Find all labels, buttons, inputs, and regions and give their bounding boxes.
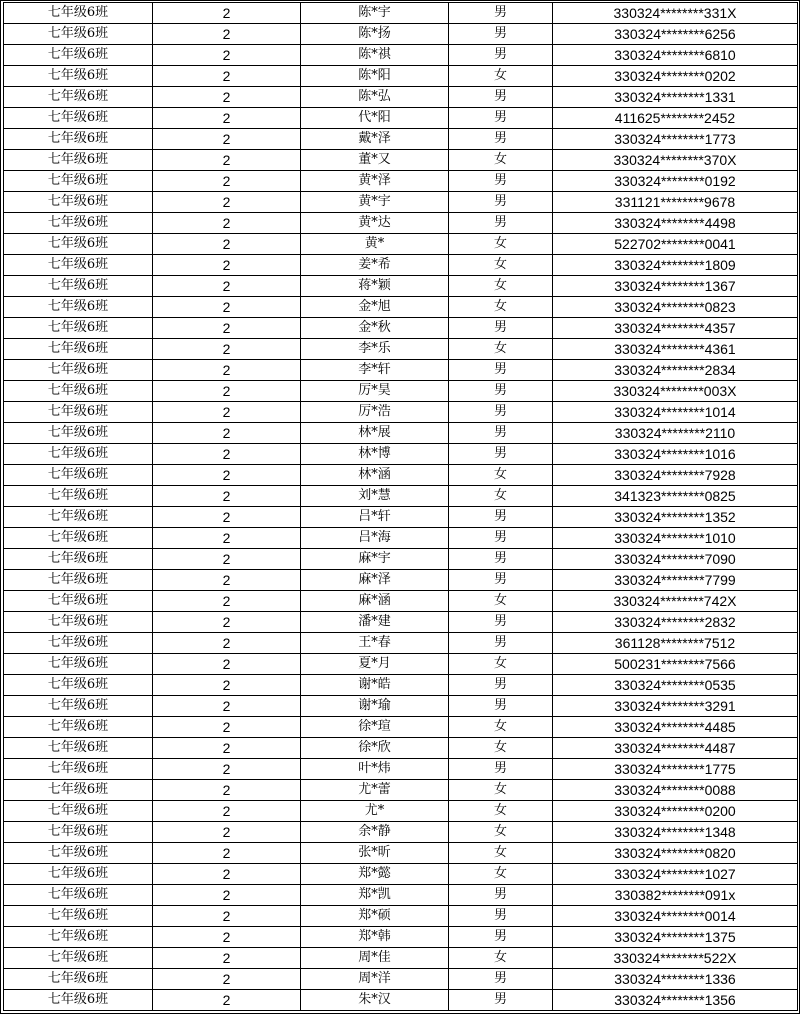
id-number-cell: 330324********0535	[553, 675, 798, 696]
id-number-cell: 330324********0014	[553, 906, 798, 927]
table-row	[4, 255, 798, 276]
class-cell: 七年级6班	[4, 318, 153, 339]
class-cell: 七年级6班	[4, 213, 153, 234]
grade-cell: 2	[153, 45, 301, 66]
table-row	[4, 150, 798, 171]
class-cell: 七年级6班	[4, 45, 153, 66]
table-row	[4, 360, 798, 381]
class-cell: 七年级6班	[4, 927, 153, 948]
class-cell: 七年级6班	[4, 570, 153, 591]
student-name-cell: 陈*祺	[301, 45, 449, 66]
grade-cell: 2	[153, 843, 301, 864]
grade-cell: 2	[153, 402, 301, 423]
grade-cell: 2	[153, 528, 301, 549]
id-number-cell: 330324********0192	[553, 171, 798, 192]
class-cell: 七年级6班	[4, 591, 153, 612]
id-number-cell: 330324********1773	[553, 129, 798, 150]
student-name-cell: 吕*轩	[301, 507, 449, 528]
grade-cell: 2	[153, 423, 301, 444]
table-row	[4, 234, 798, 255]
gender-cell: 女	[449, 738, 553, 759]
table-row	[4, 297, 798, 318]
class-cell: 七年级6班	[4, 66, 153, 87]
student-name-cell: 金*旭	[301, 297, 449, 318]
table-row	[4, 717, 798, 738]
grade-cell: 2	[153, 486, 301, 507]
id-number-cell: 330324********4361	[553, 339, 798, 360]
class-cell: 七年级6班	[4, 87, 153, 108]
id-number-cell: 330324********1809	[553, 255, 798, 276]
class-cell: 七年级6班	[4, 108, 153, 129]
grade-cell: 2	[153, 738, 301, 759]
id-number-cell: 330324********1375	[553, 927, 798, 948]
gender-cell: 男	[449, 759, 553, 780]
id-number-cell: 522702********0041	[553, 234, 798, 255]
table-row	[4, 927, 798, 948]
grade-cell: 2	[153, 885, 301, 906]
grade-cell: 2	[153, 549, 301, 570]
table-row	[4, 66, 798, 87]
table-row	[4, 192, 798, 213]
id-number-cell: 330324********522X	[553, 948, 798, 969]
grade-cell: 2	[153, 990, 301, 1011]
student-name-cell: 郑*懿	[301, 864, 449, 885]
table-row	[4, 633, 798, 654]
class-cell: 七年级6班	[4, 654, 153, 675]
gender-cell: 女	[449, 822, 553, 843]
class-cell: 七年级6班	[4, 948, 153, 969]
table-row	[4, 738, 798, 759]
student-name-cell: 黄*	[301, 234, 449, 255]
grade-cell: 2	[153, 276, 301, 297]
grade-cell: 2	[153, 591, 301, 612]
id-number-cell: 341323********0825	[553, 486, 798, 507]
student-name-cell: 朱*汉	[301, 990, 449, 1011]
grade-cell: 2	[153, 969, 301, 990]
class-cell: 七年级6班	[4, 885, 153, 906]
class-cell: 七年级6班	[4, 969, 153, 990]
gender-cell: 男	[449, 906, 553, 927]
class-cell: 七年级6班	[4, 3, 153, 24]
grade-cell: 2	[153, 654, 301, 675]
gender-cell: 女	[449, 465, 553, 486]
table-row	[4, 444, 798, 465]
gender-cell: 女	[449, 255, 553, 276]
gender-cell: 女	[449, 339, 553, 360]
student-name-cell: 余*静	[301, 822, 449, 843]
gender-cell: 男	[449, 885, 553, 906]
id-number-cell: 361128********7512	[553, 633, 798, 654]
id-number-cell: 330382********091x	[553, 885, 798, 906]
id-number-cell: 330324********1348	[553, 822, 798, 843]
grade-cell: 2	[153, 801, 301, 822]
student-name-cell: 林*展	[301, 423, 449, 444]
id-number-cell: 330324********1367	[553, 276, 798, 297]
class-cell: 七年级6班	[4, 549, 153, 570]
student-name-cell: 林*涵	[301, 465, 449, 486]
class-cell: 七年级6班	[4, 360, 153, 381]
student-name-cell: 黄*泽	[301, 171, 449, 192]
grade-cell: 2	[153, 87, 301, 108]
id-number-cell: 330324********4498	[553, 213, 798, 234]
grade-cell: 2	[153, 129, 301, 150]
grade-cell: 2	[153, 633, 301, 654]
gender-cell: 男	[449, 381, 553, 402]
table-row	[4, 171, 798, 192]
student-name-cell: 陈*扬	[301, 24, 449, 45]
gender-cell: 男	[449, 507, 553, 528]
table-row	[4, 591, 798, 612]
student-name-cell: 李*乐	[301, 339, 449, 360]
gender-cell: 男	[449, 633, 553, 654]
id-number-cell: 330324********7799	[553, 570, 798, 591]
class-cell: 七年级6班	[4, 528, 153, 549]
gender-cell: 女	[449, 717, 553, 738]
grade-cell: 2	[153, 696, 301, 717]
class-cell: 七年级6班	[4, 423, 153, 444]
student-name-cell: 黄*达	[301, 213, 449, 234]
id-number-cell: 330324********1027	[553, 864, 798, 885]
grade-cell: 2	[153, 381, 301, 402]
grade-cell: 2	[153, 822, 301, 843]
table-row	[4, 108, 798, 129]
student-name-cell: 郑*韩	[301, 927, 449, 948]
student-name-cell: 陈*宇	[301, 3, 449, 24]
class-cell: 七年级6班	[4, 990, 153, 1011]
id-number-cell: 330324********0820	[553, 843, 798, 864]
grade-cell: 2	[153, 318, 301, 339]
gender-cell: 男	[449, 528, 553, 549]
grade-cell: 2	[153, 297, 301, 318]
table-row	[4, 759, 798, 780]
id-number-cell: 330324********1014	[553, 402, 798, 423]
gender-cell: 男	[449, 402, 553, 423]
table-row	[4, 549, 798, 570]
grade-cell: 2	[153, 360, 301, 381]
id-number-cell: 330324********3291	[553, 696, 798, 717]
table-row	[4, 129, 798, 150]
grade-cell: 2	[153, 612, 301, 633]
gender-cell: 女	[449, 780, 553, 801]
student-name-cell: 尤*	[301, 801, 449, 822]
student-name-cell: 姜*希	[301, 255, 449, 276]
class-cell: 七年级6班	[4, 906, 153, 927]
id-number-cell: 330324********1356	[553, 990, 798, 1011]
gender-cell: 男	[449, 45, 553, 66]
gender-cell: 男	[449, 213, 553, 234]
id-number-cell: 330324********742X	[553, 591, 798, 612]
gender-cell: 女	[449, 234, 553, 255]
id-number-cell: 330324********370X	[553, 150, 798, 171]
table-row	[4, 864, 798, 885]
gender-cell: 男	[449, 990, 553, 1011]
class-cell: 七年级6班	[4, 717, 153, 738]
grade-cell: 2	[153, 948, 301, 969]
student-name-cell: 尤*蕾	[301, 780, 449, 801]
gender-cell: 男	[449, 696, 553, 717]
table-row	[4, 843, 798, 864]
gender-cell: 男	[449, 675, 553, 696]
id-number-cell: 330324********7928	[553, 465, 798, 486]
id-number-cell: 330324********1010	[553, 528, 798, 549]
class-cell: 七年级6班	[4, 129, 153, 150]
grade-cell: 2	[153, 906, 301, 927]
id-number-cell: 330324********2834	[553, 360, 798, 381]
student-name-cell: 吕*海	[301, 528, 449, 549]
student-name-cell: 谢*皓	[301, 675, 449, 696]
student-name-cell: 蒋*颖	[301, 276, 449, 297]
student-name-cell: 麻*泽	[301, 570, 449, 591]
grade-cell: 2	[153, 213, 301, 234]
student-name-cell: 厉*昊	[301, 381, 449, 402]
class-cell: 七年级6班	[4, 192, 153, 213]
gender-cell: 女	[449, 654, 553, 675]
table-row	[4, 528, 798, 549]
class-cell: 七年级6班	[4, 633, 153, 654]
gender-cell: 女	[449, 297, 553, 318]
class-cell: 七年级6班	[4, 780, 153, 801]
student-name-cell: 谢*瑜	[301, 696, 449, 717]
student-name-cell: 徐*欣	[301, 738, 449, 759]
gender-cell: 男	[449, 24, 553, 45]
class-cell: 七年级6班	[4, 738, 153, 759]
id-number-cell: 330324********4487	[553, 738, 798, 759]
class-cell: 七年级6班	[4, 465, 153, 486]
student-name-cell: 徐*瑄	[301, 717, 449, 738]
student-name-cell: 金*秋	[301, 318, 449, 339]
table-row	[4, 318, 798, 339]
id-number-cell: 330324********6810	[553, 45, 798, 66]
grade-cell: 2	[153, 339, 301, 360]
class-cell: 七年级6班	[4, 759, 153, 780]
student-name-cell: 陈*阳	[301, 66, 449, 87]
id-number-cell: 330324********0088	[553, 780, 798, 801]
student-name-cell: 王*春	[301, 633, 449, 654]
id-number-cell: 330324********003X	[553, 381, 798, 402]
table-row	[4, 570, 798, 591]
class-cell: 七年级6班	[4, 150, 153, 171]
table-row	[4, 486, 798, 507]
table-row	[4, 612, 798, 633]
gender-cell: 男	[449, 549, 553, 570]
gender-cell: 女	[449, 591, 553, 612]
roster-body	[4, 3, 798, 1011]
table-row	[4, 423, 798, 444]
table-row	[4, 780, 798, 801]
student-name-cell: 刘*慧	[301, 486, 449, 507]
grade-cell: 2	[153, 780, 301, 801]
class-cell: 七年级6班	[4, 339, 153, 360]
gender-cell: 女	[449, 801, 553, 822]
table-row	[4, 465, 798, 486]
table-row	[4, 402, 798, 423]
class-cell: 七年级6班	[4, 864, 153, 885]
gender-cell: 女	[449, 66, 553, 87]
gender-cell: 女	[449, 843, 553, 864]
gender-cell: 女	[449, 276, 553, 297]
gender-cell: 男	[449, 612, 553, 633]
grade-cell: 2	[153, 570, 301, 591]
class-cell: 七年级6班	[4, 234, 153, 255]
grade-cell: 2	[153, 24, 301, 45]
student-name-cell: 周*洋	[301, 969, 449, 990]
student-name-cell: 麻*宇	[301, 549, 449, 570]
student-name-cell: 董*又	[301, 150, 449, 171]
id-number-cell: 330324********2832	[553, 612, 798, 633]
gender-cell: 男	[449, 969, 553, 990]
class-cell: 七年级6班	[4, 822, 153, 843]
gender-cell: 女	[449, 864, 553, 885]
grade-cell: 2	[153, 3, 301, 24]
class-cell: 七年级6班	[4, 675, 153, 696]
id-number-cell: 330324********0823	[553, 297, 798, 318]
class-cell: 七年级6班	[4, 297, 153, 318]
table-row	[4, 276, 798, 297]
gender-cell: 男	[449, 444, 553, 465]
student-name-cell: 李*轩	[301, 360, 449, 381]
class-cell: 七年级6班	[4, 486, 153, 507]
gender-cell: 男	[449, 192, 553, 213]
id-number-cell: 411625********2452	[553, 108, 798, 129]
class-cell: 七年级6班	[4, 276, 153, 297]
table-row	[4, 339, 798, 360]
class-cell: 七年级6班	[4, 24, 153, 45]
grade-cell: 2	[153, 864, 301, 885]
class-cell: 七年级6班	[4, 612, 153, 633]
table-row	[4, 822, 798, 843]
table-row	[4, 3, 798, 24]
student-name-cell: 夏*月	[301, 654, 449, 675]
grade-cell: 2	[153, 171, 301, 192]
grade-cell: 2	[153, 675, 301, 696]
table-row	[4, 87, 798, 108]
table-row	[4, 885, 798, 906]
gender-cell: 男	[449, 423, 553, 444]
class-cell: 七年级6班	[4, 171, 153, 192]
class-cell: 七年级6班	[4, 843, 153, 864]
gender-cell: 男	[449, 570, 553, 591]
gender-cell: 男	[449, 3, 553, 24]
class-cell: 七年级6班	[4, 381, 153, 402]
gender-cell: 男	[449, 108, 553, 129]
student-name-cell: 代*阳	[301, 108, 449, 129]
student-name-cell: 潘*建	[301, 612, 449, 633]
gender-cell: 女	[449, 486, 553, 507]
gender-cell: 男	[449, 129, 553, 150]
id-number-cell: 330324********1016	[553, 444, 798, 465]
grade-cell: 2	[153, 150, 301, 171]
grade-cell: 2	[153, 444, 301, 465]
grade-cell: 2	[153, 108, 301, 129]
table-row	[4, 990, 798, 1011]
table-row	[4, 381, 798, 402]
class-cell: 七年级6班	[4, 444, 153, 465]
grade-cell: 2	[153, 465, 301, 486]
student-name-cell: 叶*炜	[301, 759, 449, 780]
student-name-cell: 郑*硕	[301, 906, 449, 927]
student-name-cell: 周*佳	[301, 948, 449, 969]
grade-cell: 2	[153, 717, 301, 738]
student-name-cell: 林*博	[301, 444, 449, 465]
id-number-cell: 330324********0200	[553, 801, 798, 822]
student-name-cell: 郑*凯	[301, 885, 449, 906]
class-cell: 七年级6班	[4, 402, 153, 423]
id-number-cell: 330324********1336	[553, 969, 798, 990]
gender-cell: 女	[449, 948, 553, 969]
id-number-cell: 330324********6256	[553, 24, 798, 45]
grade-cell: 2	[153, 759, 301, 780]
id-number-cell: 330324********1775	[553, 759, 798, 780]
id-number-cell: 500231********7566	[553, 654, 798, 675]
table-row	[4, 801, 798, 822]
id-number-cell: 330324********7090	[553, 549, 798, 570]
gender-cell: 女	[449, 150, 553, 171]
id-number-cell: 330324********1331	[553, 87, 798, 108]
student-name-cell: 厉*浩	[301, 402, 449, 423]
class-cell: 七年级6班	[4, 507, 153, 528]
gender-cell: 男	[449, 318, 553, 339]
student-name-cell: 黄*宇	[301, 192, 449, 213]
table-row	[4, 696, 798, 717]
student-name-cell: 戴*泽	[301, 129, 449, 150]
grade-cell: 2	[153, 507, 301, 528]
table-row	[4, 675, 798, 696]
class-cell: 七年级6班	[4, 801, 153, 822]
table-row	[4, 654, 798, 675]
grade-cell: 2	[153, 255, 301, 276]
grade-cell: 2	[153, 192, 301, 213]
id-number-cell: 330324********4485	[553, 717, 798, 738]
grade-cell: 2	[153, 66, 301, 87]
gender-cell: 男	[449, 360, 553, 381]
student-name-cell: 张*昕	[301, 843, 449, 864]
gender-cell: 男	[449, 171, 553, 192]
student-name-cell: 麻*涵	[301, 591, 449, 612]
table-row	[4, 213, 798, 234]
table-row	[4, 906, 798, 927]
gender-cell: 男	[449, 87, 553, 108]
student-roster-table	[3, 2, 798, 1011]
student-name-cell: 陈*弘	[301, 87, 449, 108]
grade-cell: 2	[153, 927, 301, 948]
gender-cell: 男	[449, 927, 553, 948]
table-row	[4, 507, 798, 528]
table-row	[4, 969, 798, 990]
id-number-cell: 330324********1352	[553, 507, 798, 528]
table-row	[4, 948, 798, 969]
id-number-cell: 331121********9678	[553, 192, 798, 213]
class-cell: 七年级6班	[4, 696, 153, 717]
grade-cell: 2	[153, 234, 301, 255]
id-number-cell: 330324********2110	[553, 423, 798, 444]
id-number-cell: 330324********0202	[553, 66, 798, 87]
id-number-cell: 330324********331X	[553, 3, 798, 24]
class-cell: 七年级6班	[4, 255, 153, 276]
table-row	[4, 24, 798, 45]
table-row	[4, 45, 798, 66]
id-number-cell: 330324********4357	[553, 318, 798, 339]
